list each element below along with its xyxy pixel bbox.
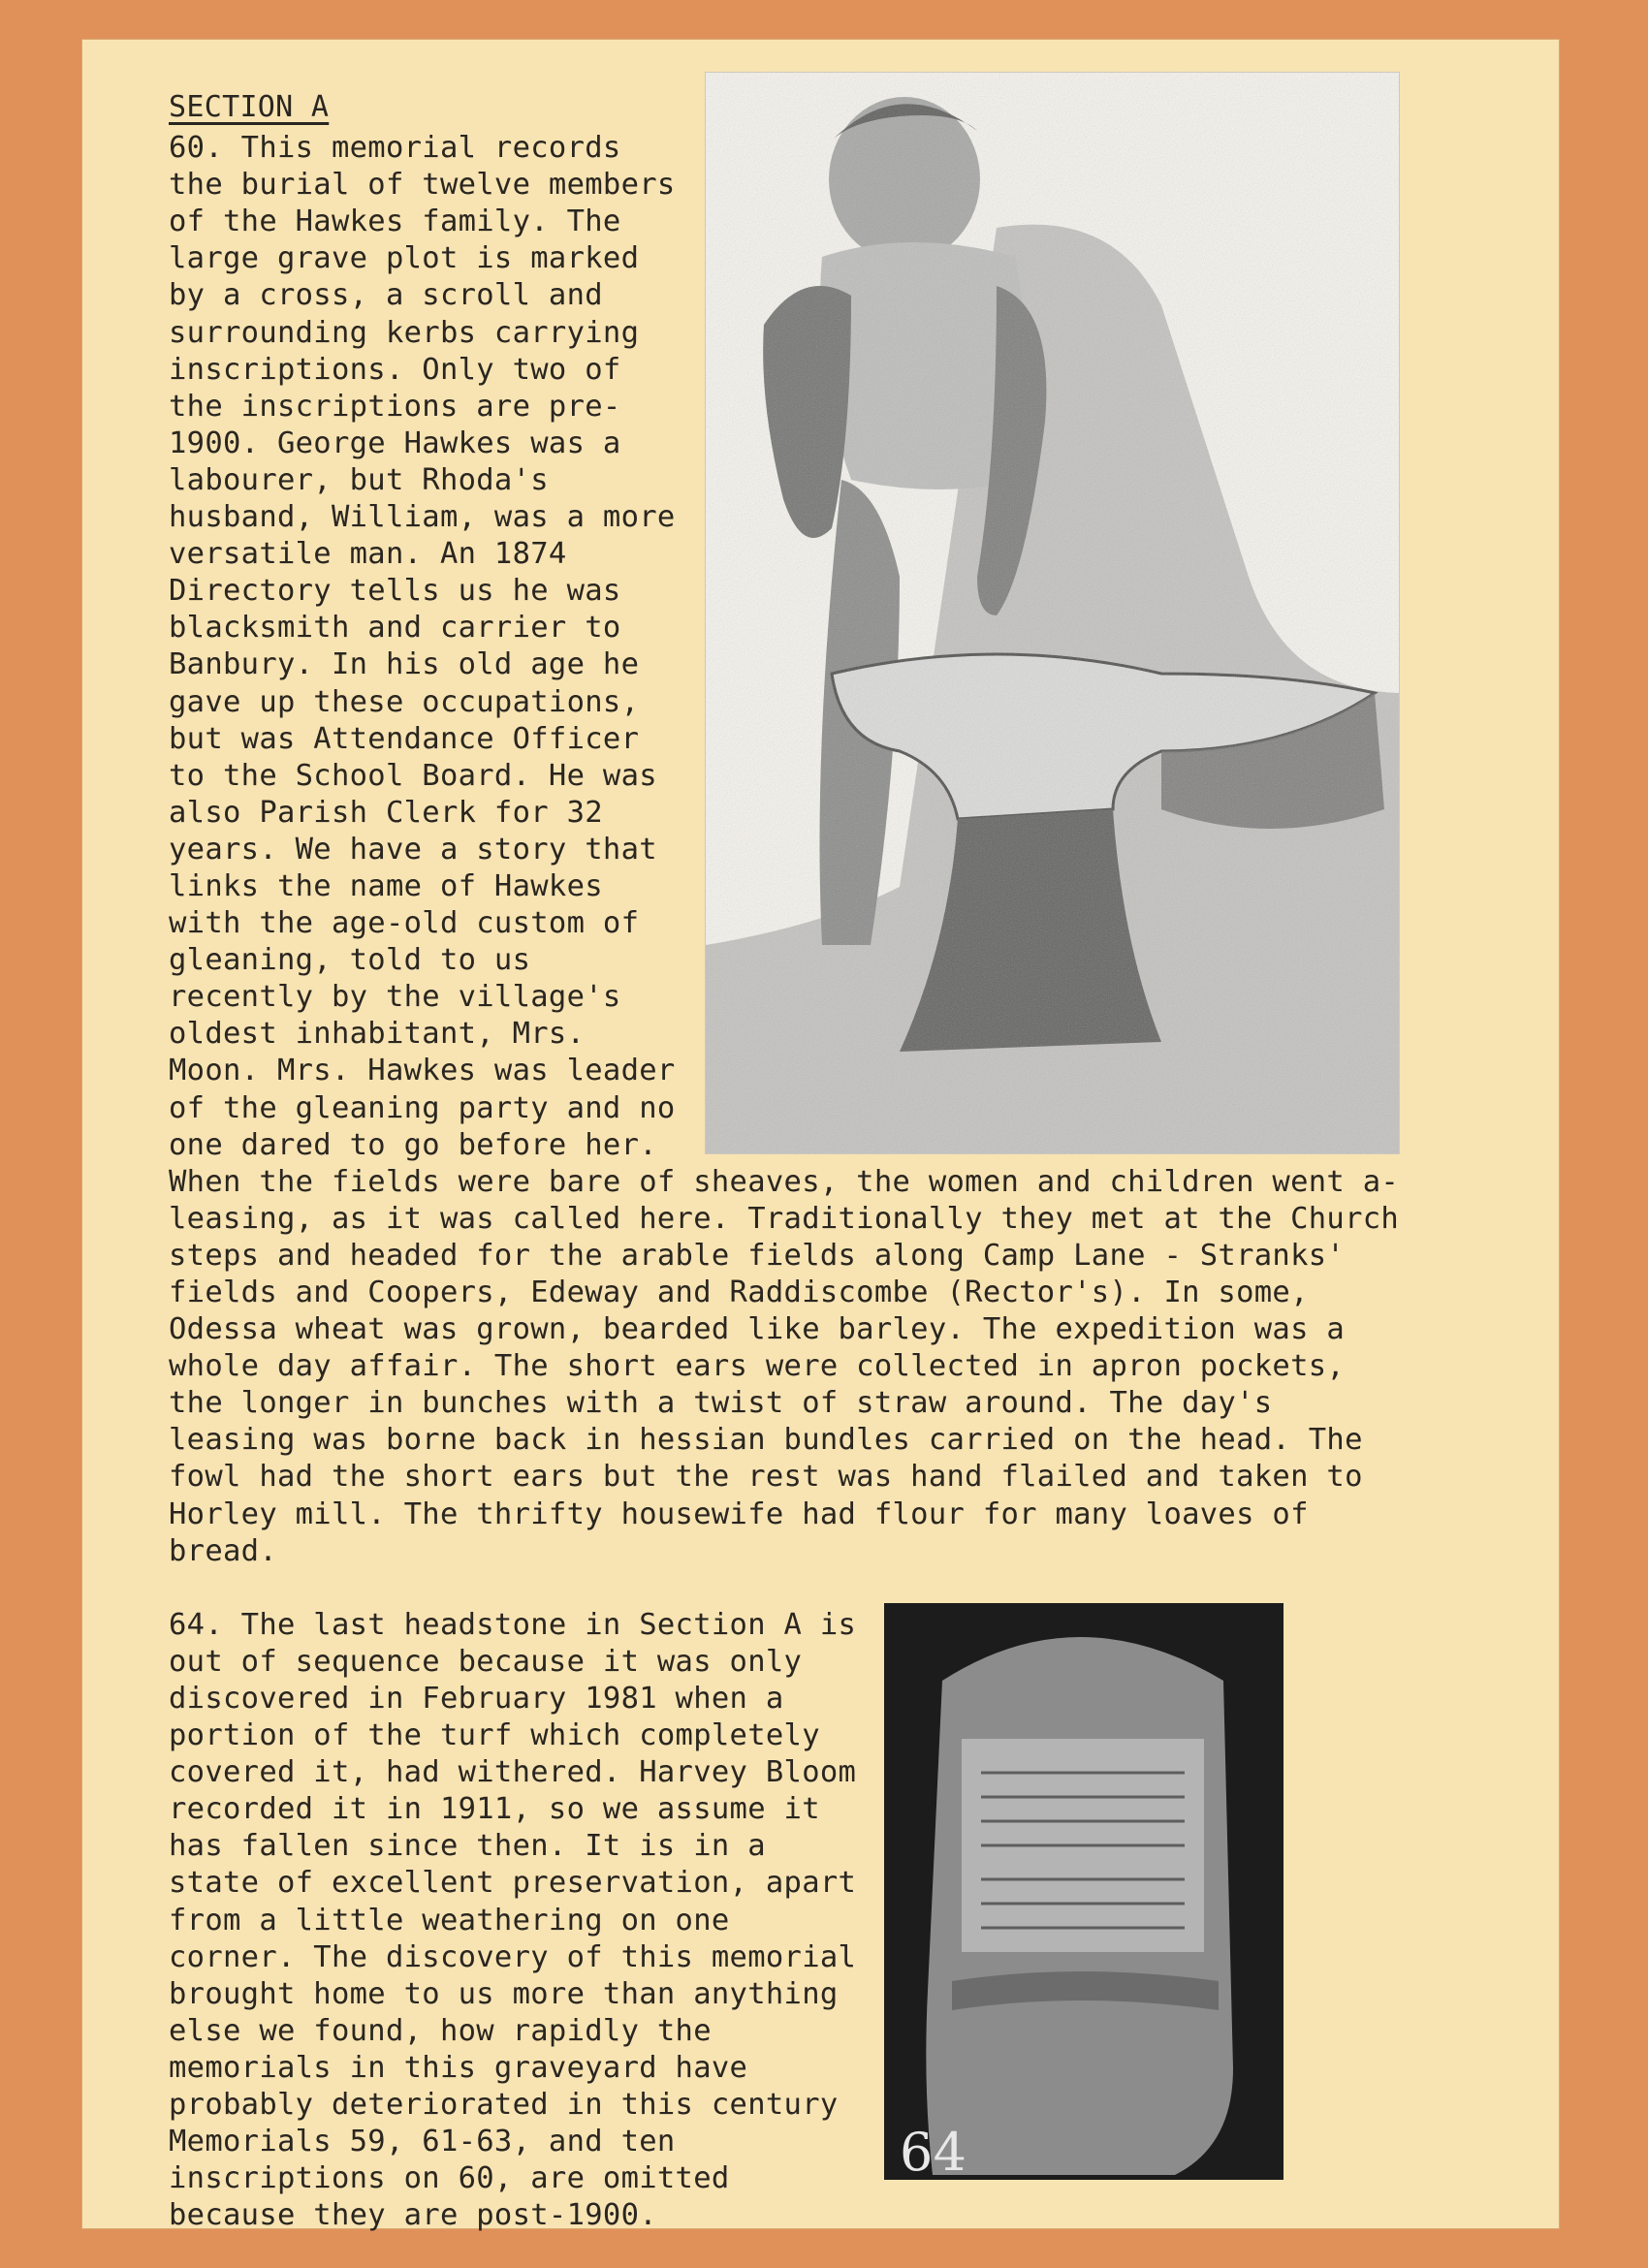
- omitted-note: Memorials 59, 61-63, and ten inscriptions on 60, are omitted because they are post-1900.: [169, 2125, 730, 2233]
- blacksmith-sketch-drawing: [706, 73, 1399, 1153]
- paragraph-60: 60. This memorial records the burial of twelve members of the Hawkes family. The large grave plot is marked by a cross, a scroll and surrounding kerbs carrying inscriptions. Only two of the inscriptions are pre-1900. George Hawkes was a labourer, but Rhoda's husband, William, was a more versatile man. An 1874 Directory tells us he was blacksmith and carrier to Banbury. In his old age he gave up these occupations, but was Attendance Officer to the School Board. He was also Parish Clerk for 32 years. We have a story that links the name of Hawkes with the age-old custom of gleaning, told to us recently by the village's oldest inhabitant, Mrs. Moon. Mrs. Hawkes was leader of the gleaning party and no one dared to go before her. When the fields were bare of sheaves, the women and children went a-leasing, as it was called here. Traditionally they met at the Church steps and headed for the arable fields along Camp Lane - Stranks' fields and Coopers, Edeway and Raddiscombe (Rector's). In some, Odessa wheat was grown, bearded like barley. The expedition was a whole day affair. The short ears were collected in apron pockets, the longer in bunches with a twist of straw around. The day's leasing was borne back in hessian bundles carried on the head. The fowl had the short ears but the rest was hand flailed and taken to Horley mill. The thrifty housewife had flour for many loaves of bread.: [169, 131, 1400, 1568]
- photo-label: 64: [900, 2121, 967, 2180]
- headstone-photo-image: [884, 1603, 1284, 2180]
- page-content: [169, 89, 1400, 2234]
- headstone-photo: [884, 1603, 1284, 2180]
- paragraph-64: 64. The last headstone in Section A is out of sequence because it was only discovered in February 1981 when a portion of the turf which completely covered it, had withered. Harvey Bloom recorded it in 1911, so we assume it has fallen since then. It is in a state of excellent preservation, apart from a little weathering on one corner. The discovery of this memorial brought home to us more than anything else we found, how rapidly the memorials in this graveyard have probably deteriorated in this century: [169, 1607, 857, 2122]
- document-page: [81, 39, 1560, 2233]
- section-heading: SECTION A: [169, 90, 330, 124]
- blacksmith-sketch: [705, 72, 1400, 1154]
